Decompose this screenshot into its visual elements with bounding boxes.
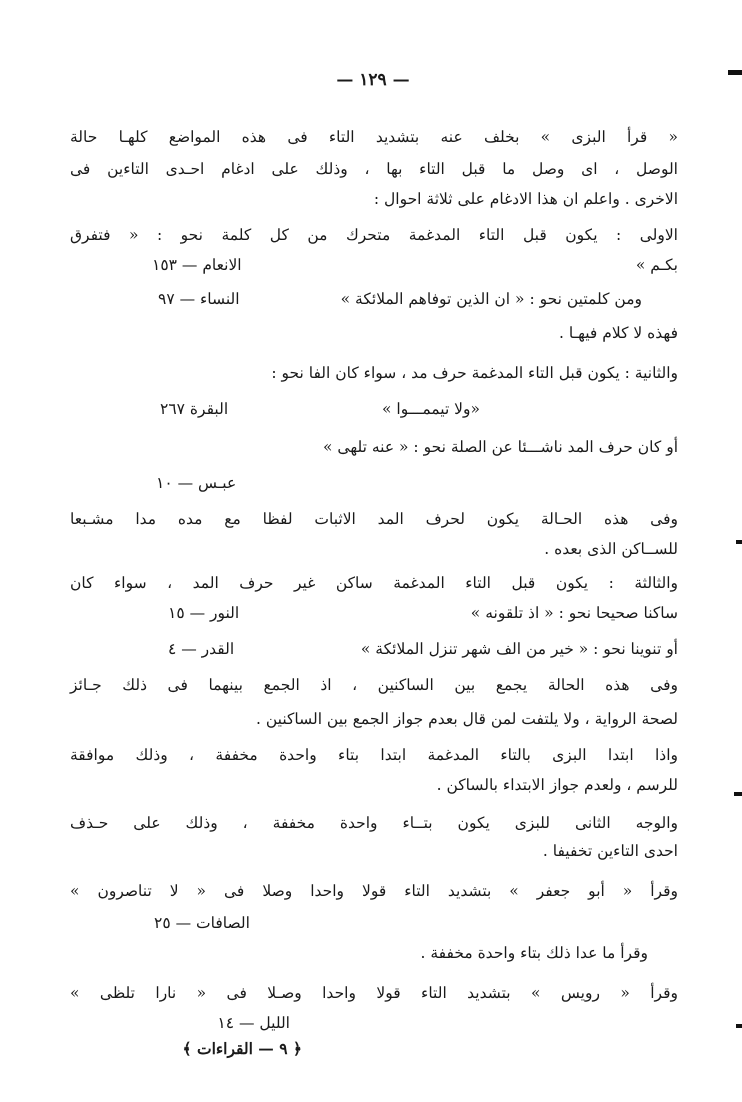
paragraph-line: أو كان حرف المد ناشـــئا عن الصلة نحو : « عنه تلهى » xyxy=(323,438,678,456)
paragraph-line: والثانية : يكون قبل التاء المدغمة حرف مد ، سواء كان الفا نحو : xyxy=(271,364,678,382)
paragraph-line: الاولى : يكون قبل التاء المدغمة متحرك من كل كلمة نحو : « فتفرق xyxy=(70,226,678,244)
paragraph-line: احدى التاءين تخفيفا . xyxy=(542,842,678,860)
scan-edge-mark xyxy=(736,540,742,544)
paragraph-line: « قرأ البزى » بخلف عنه بتشديد التاء فى هذه المواضع كلهـا حالة xyxy=(70,128,678,146)
verse-reference: عبـس — ١٠ xyxy=(156,474,237,492)
paragraph-line: ومن كلمتين نحو : « ان الذين توفاهم الملائكة » xyxy=(340,290,642,308)
verse-reference: الصافات — ٢٥ xyxy=(154,914,250,932)
paragraph-line: لصحة الرواية ، ولا يلتفت لمن قال بعدم جواز الجمع بين الساكنين . xyxy=(256,710,678,728)
verse-reference: القدر — ٤ xyxy=(168,640,235,658)
scan-edge-mark xyxy=(734,792,742,796)
paragraph-line: الوصل ، اى وصل ما قبل التاء بها ، وذلك على ادغام احـدى التاءين فى xyxy=(70,160,678,178)
verse-reference: النساء — ٩٧ xyxy=(158,290,240,308)
paragraph-line: وفى هذه الحالة يجمع بين الساكنين ، اذ الجمع بينهما فى ذلك جـائز xyxy=(70,676,678,694)
paragraph-line: أو تنوينا نحو : « خير من الف شهر تنزل الملائكة » xyxy=(360,640,678,658)
scan-edge-mark xyxy=(736,1024,742,1028)
paragraph-line: بكـم » xyxy=(635,256,678,274)
page-footer: ﴿ ٩ — القراءات ﴾ xyxy=(182,1039,302,1058)
paragraph-line: فهذه لا كلام فيهـا . xyxy=(558,324,678,342)
page-number: — ١٢٩ — xyxy=(336,70,410,90)
quote-text: «ولا تيممـــوا » xyxy=(382,400,480,418)
paragraph-line: للســاكن الذى بعده . xyxy=(544,540,678,558)
paragraph-line: وفى هذه الحـالة يكون لحرف المد الاثبات لفظا مع مده مدا مشـبعا xyxy=(70,510,678,528)
paragraph-line: ساكنا صحيحا نحو : « اذ تلقونه » xyxy=(470,604,678,622)
verse-reference: النور — ١٥ xyxy=(168,604,240,622)
scan-edge-mark xyxy=(728,70,742,75)
paragraph-line: للرسم ، ولعدم جواز الابتداء بالساكن . xyxy=(436,776,678,794)
paragraph-line: وقرأ ما عدا ذلك بتاء واحدة مخففة . xyxy=(420,944,648,962)
verse-reference: الانعام — ١٥٣ xyxy=(152,256,242,274)
verse-reference: البقرة ٢٦٧ xyxy=(160,400,229,418)
paragraph-line: والثالثة : يكون قبل التاء المدغمة ساكن غير حرف المد ، سواء كان xyxy=(70,574,678,592)
verse-reference: الليل — ١٤ xyxy=(217,1014,290,1032)
paragraph-line: وقرأ « أبو جعفر » بتشديد التاء قولا واحدا وصلا فى « لا تناصرون » xyxy=(70,882,678,900)
paragraph-line: الاخرى . واعلم ان هذا الادغام على ثلاثة احوال : xyxy=(373,190,678,208)
paragraph-line: والوجه الثانى للبزى يكون بتــاء واحدة مخففة ، وذلك على حـذف xyxy=(70,814,678,832)
paragraph-line: واذا ابتدا البزى بالتاء المدغمة ابتدا بتاء واحدة مخففة ، وذلك موافقة xyxy=(70,746,678,764)
paragraph-line: وقرأ « رويس » بتشديد التاء قولا واحدا وصـلا فى « نارا تلظى » xyxy=(70,984,678,1002)
